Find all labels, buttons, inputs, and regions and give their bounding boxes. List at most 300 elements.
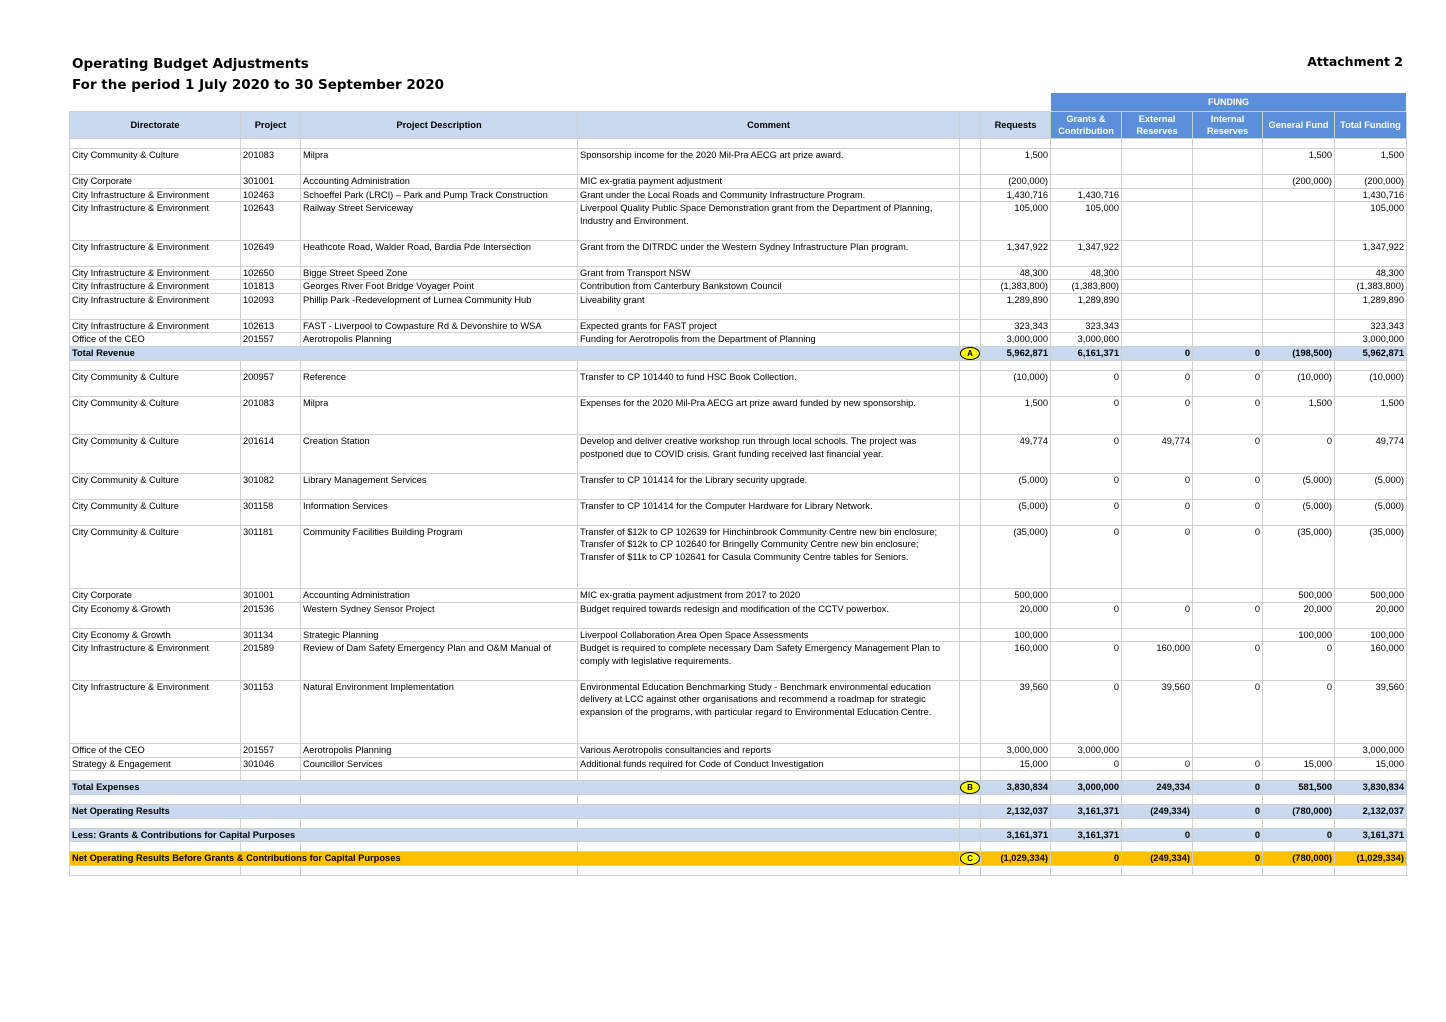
spacer-cell xyxy=(1263,771,1335,781)
spacer-cell xyxy=(981,842,1051,852)
cell-requests: 1,500 xyxy=(981,396,1051,435)
cell-project: 301001 xyxy=(241,175,301,189)
cell-marker xyxy=(960,642,981,681)
cell-directorate: City Infrastructure & Environment xyxy=(70,319,241,333)
spacer-cell xyxy=(70,818,241,828)
col-grants: Grants & Contribution xyxy=(1051,112,1122,139)
cell-grants: 1,289,890 xyxy=(1051,293,1122,319)
cell-grants: 0 xyxy=(1051,602,1122,628)
cell-general-fund xyxy=(1263,744,1335,758)
cell-grants: 0 xyxy=(1051,525,1122,589)
marker-cell xyxy=(960,828,981,842)
cell-general-fund: 100,000 xyxy=(1263,628,1335,642)
spacer-cell xyxy=(1122,139,1193,149)
total-value: 0 xyxy=(1193,828,1263,842)
cell-requests: 1,500 xyxy=(981,149,1051,175)
cell-project: 301134 xyxy=(241,628,301,642)
cell-directorate: City Infrastructure & Environment xyxy=(70,266,241,280)
cell-grants: 0 xyxy=(1051,435,1122,474)
cell-marker xyxy=(960,370,981,396)
table-row xyxy=(70,525,1407,589)
total-value: (249,334) xyxy=(1122,805,1193,819)
total-label: Net Operating Results xyxy=(70,805,960,819)
cell-project: 301158 xyxy=(241,499,301,525)
spacer-cell xyxy=(1122,360,1193,370)
total-value: 2,132,037 xyxy=(981,805,1051,819)
spacer-cell xyxy=(1335,842,1407,852)
cell-internal-reserves: 0 xyxy=(1193,602,1263,628)
cell-marker xyxy=(960,333,981,347)
cell-marker xyxy=(960,396,981,435)
cell-requests: 20,000 xyxy=(981,602,1051,628)
cell-project: 102649 xyxy=(241,240,301,266)
cell-external-reserves xyxy=(1122,628,1193,642)
table-row xyxy=(70,293,1407,319)
cell-grants: 1,347,922 xyxy=(1051,240,1122,266)
total-marker-badge: B xyxy=(960,781,980,794)
cell-grants xyxy=(1051,589,1122,603)
cell-external-reserves: 49,774 xyxy=(1122,435,1193,474)
cell-requests: (1,383,800) xyxy=(981,280,1051,294)
cell-project-description: Heathcote Road, Walder Road, Bardia Pde Intersection xyxy=(301,240,578,266)
cell-external-reserves: 0 xyxy=(1122,525,1193,589)
total-value: 249,334 xyxy=(1122,781,1193,795)
cell-general-fund: 1,500 xyxy=(1263,396,1335,435)
cell-project: 102643 xyxy=(241,202,301,241)
cell-project: 102093 xyxy=(241,293,301,319)
cell-project-description: Milpra xyxy=(301,149,578,175)
cell-general-fund xyxy=(1263,333,1335,347)
less-grants-row xyxy=(70,828,1407,842)
cell-general-fund: (35,000) xyxy=(1263,525,1335,589)
col-external-reserves: External Reserves xyxy=(1122,112,1193,139)
cell-total-funding: 105,000 xyxy=(1335,202,1407,241)
table-row xyxy=(70,642,1407,681)
total-label: Less: Grants & Contributions for Capital Purposes xyxy=(70,828,960,842)
cell-internal-reserves: 0 xyxy=(1193,757,1263,771)
cell-directorate: City Infrastructure & Environment xyxy=(70,642,241,681)
cell-comment: Transfer to CP 101440 to fund HSC Book Collection. xyxy=(578,370,960,396)
spacer-cell xyxy=(241,818,301,828)
cell-external-reserves: 160,000 xyxy=(1122,642,1193,681)
cell-project-description: Review of Dam Safety Emergency Plan and O&M Manual of xyxy=(301,642,578,681)
cell-marker xyxy=(960,628,981,642)
table-row xyxy=(70,319,1407,333)
cell-requests: 160,000 xyxy=(981,642,1051,681)
spacer-cell xyxy=(1335,866,1407,876)
spacer-cell xyxy=(960,866,981,876)
cell-requests: 323,343 xyxy=(981,319,1051,333)
cell-comment: Grant from the DITRDC under the Western Sydney Infrastructure Plan program. xyxy=(578,240,960,266)
spacer-cell xyxy=(70,866,241,876)
cell-internal-reserves xyxy=(1193,149,1263,175)
cell-external-reserves: 0 xyxy=(1122,473,1193,499)
col-internal-reserves: Internal Reserves xyxy=(1193,112,1263,139)
total-value: 0 xyxy=(1193,781,1263,795)
cell-total-funding: 1,500 xyxy=(1335,149,1407,175)
total-value: (1,029,334) xyxy=(981,852,1051,866)
spacer-cell xyxy=(578,842,960,852)
total-value: (780,000) xyxy=(1263,852,1335,866)
cell-directorate: City Community & Culture xyxy=(70,149,241,175)
spacer-cell xyxy=(1051,795,1122,805)
cell-project: 301082 xyxy=(241,473,301,499)
cell-project: 102650 xyxy=(241,266,301,280)
spacer-cell xyxy=(301,139,578,149)
spacer-cell xyxy=(960,771,981,781)
spacer-cell xyxy=(578,771,960,781)
cell-project-description: Aerotropolis Planning xyxy=(301,333,578,347)
cell-comment: Expenses for the 2020 Mil-Pra AECG art prize award funded by new sponsorship. xyxy=(578,396,960,435)
spacer-cell xyxy=(1122,771,1193,781)
spacer-cell xyxy=(70,842,241,852)
cell-project-description: Accounting Administration xyxy=(301,175,578,189)
spacer-cell xyxy=(1051,818,1122,828)
table-row xyxy=(70,473,1407,499)
cell-project: 102613 xyxy=(241,319,301,333)
cell-total-funding: 3,000,000 xyxy=(1335,744,1407,758)
cell-grants xyxy=(1051,175,1122,189)
cell-comment: Sponsorship income for the 2020 Mil-Pra AECG art prize award. xyxy=(578,149,960,175)
attachment-label: Attachment 2 xyxy=(1307,54,1403,69)
col-comment: Comment xyxy=(578,112,960,139)
cell-marker xyxy=(960,602,981,628)
title-line-1: Operating Budget Adjustments xyxy=(72,56,309,72)
spacer-cell xyxy=(1263,866,1335,876)
cell-comment: Transfer to CP 101414 for the Computer Hardware for Library Network. xyxy=(578,499,960,525)
cell-internal-reserves xyxy=(1193,240,1263,266)
cell-project-description: Milpra xyxy=(301,396,578,435)
cell-internal-reserves xyxy=(1193,188,1263,202)
table-row xyxy=(70,266,1407,280)
cell-directorate: City Infrastructure & Environment xyxy=(70,202,241,241)
cell-total-funding: 49,774 xyxy=(1335,435,1407,474)
cell-requests: (5,000) xyxy=(981,473,1051,499)
cell-general-fund: 0 xyxy=(1263,642,1335,681)
cell-external-reserves xyxy=(1122,744,1193,758)
table-row xyxy=(70,396,1407,435)
cell-general-fund: 0 xyxy=(1263,680,1335,744)
spacer-row xyxy=(70,360,1407,370)
total-value: 0 xyxy=(1193,852,1263,866)
table-row xyxy=(70,370,1407,396)
cell-total-funding: (35,000) xyxy=(1335,525,1407,589)
cell-marker xyxy=(960,293,981,319)
cell-directorate: City Community & Culture xyxy=(70,473,241,499)
cell-requests: (5,000) xyxy=(981,499,1051,525)
cell-project-description: Natural Environment Implementation xyxy=(301,680,578,744)
col-total-funding: Total Funding xyxy=(1335,112,1407,139)
cell-project-description: Western Sydney Sensor Project xyxy=(301,602,578,628)
spacer-cell xyxy=(1122,818,1193,828)
cell-grants: 0 xyxy=(1051,396,1122,435)
cell-comment: MIC ex-gratia payment adjustment from 2017 to 2020 xyxy=(578,589,960,603)
cell-general-fund xyxy=(1263,280,1335,294)
cell-project: 301181 xyxy=(241,525,301,589)
spacer-cell xyxy=(1335,795,1407,805)
spacer-cell xyxy=(1193,818,1263,828)
cell-external-reserves xyxy=(1122,319,1193,333)
total-value: 0 xyxy=(1193,805,1263,819)
spacer-cell xyxy=(1193,795,1263,805)
cell-total-funding: 1,347,922 xyxy=(1335,240,1407,266)
title-line-2: For the period 1 July 2020 to 30 September 2020 xyxy=(72,77,444,93)
table-row xyxy=(70,202,1407,241)
spacer-cell xyxy=(241,842,301,852)
cell-general-fund xyxy=(1263,202,1335,241)
cell-total-funding: 100,000 xyxy=(1335,628,1407,642)
cell-general-fund: (5,000) xyxy=(1263,473,1335,499)
spacer-cell xyxy=(1193,866,1263,876)
cell-internal-reserves: 0 xyxy=(1193,525,1263,589)
spacer-cell xyxy=(1122,842,1193,852)
table-body xyxy=(70,139,1407,876)
total-label: Total Revenue xyxy=(70,346,960,360)
total-value: 0 xyxy=(1122,828,1193,842)
cell-project-description: Reference xyxy=(301,370,578,396)
spacer-cell xyxy=(578,139,960,149)
cell-internal-reserves xyxy=(1193,202,1263,241)
spacer-cell xyxy=(1122,866,1193,876)
table-row xyxy=(70,175,1407,189)
budget-table xyxy=(69,111,1407,876)
cell-requests: 1,430,716 xyxy=(981,188,1051,202)
cell-marker xyxy=(960,525,981,589)
total-value: 3,830,834 xyxy=(1335,781,1407,795)
cell-comment: Various Aerotropolis consultancies and reports xyxy=(578,744,960,758)
spacer-cell xyxy=(1051,771,1122,781)
cell-grants: 48,300 xyxy=(1051,266,1122,280)
cell-directorate: City Community & Culture xyxy=(70,370,241,396)
net-before-row xyxy=(70,852,1407,866)
spacer-cell xyxy=(301,795,578,805)
col-requests: Requests xyxy=(981,112,1051,139)
cell-requests: 500,000 xyxy=(981,589,1051,603)
spacer-cell xyxy=(1051,139,1122,149)
table-row xyxy=(70,744,1407,758)
cell-marker xyxy=(960,499,981,525)
cell-project: 301001 xyxy=(241,589,301,603)
cell-external-reserves xyxy=(1122,175,1193,189)
spacer-cell xyxy=(1193,360,1263,370)
cell-external-reserves xyxy=(1122,293,1193,319)
cell-directorate: City Community & Culture xyxy=(70,435,241,474)
table-row xyxy=(70,589,1407,603)
cell-total-funding: 48,300 xyxy=(1335,266,1407,280)
cell-requests: 105,000 xyxy=(981,202,1051,241)
cell-external-reserves: 0 xyxy=(1122,602,1193,628)
cell-general-fund xyxy=(1263,188,1335,202)
spacer-cell xyxy=(1193,139,1263,149)
cell-internal-reserves: 0 xyxy=(1193,680,1263,744)
cell-project: 201557 xyxy=(241,744,301,758)
cell-requests: 3,000,000 xyxy=(981,333,1051,347)
marker-cell xyxy=(960,852,981,866)
spacer-row xyxy=(70,795,1407,805)
cell-grants: 323,343 xyxy=(1051,319,1122,333)
cell-comment: Transfer to CP 101414 for the Library security upgrade. xyxy=(578,473,960,499)
cell-internal-reserves: 0 xyxy=(1193,396,1263,435)
spacer-cell xyxy=(1335,818,1407,828)
cell-internal-reserves: 0 xyxy=(1193,642,1263,681)
cell-general-fund: 1,500 xyxy=(1263,149,1335,175)
cell-directorate: City Community & Culture xyxy=(70,396,241,435)
spacer-cell xyxy=(981,818,1051,828)
cell-comment: Additional funds required for Code of Conduct Investigation xyxy=(578,757,960,771)
cell-requests: (10,000) xyxy=(981,370,1051,396)
spacer-row xyxy=(70,818,1407,828)
spacer-cell xyxy=(1193,771,1263,781)
spacer-cell xyxy=(981,771,1051,781)
cell-project-description: Community Facilities Building Program xyxy=(301,525,578,589)
cell-directorate: City Community & Culture xyxy=(70,499,241,525)
total-value: 3,161,371 xyxy=(1335,828,1407,842)
cell-marker xyxy=(960,188,981,202)
total-value: 3,161,371 xyxy=(1051,828,1122,842)
spacer-cell xyxy=(960,795,981,805)
spacer-cell xyxy=(1335,771,1407,781)
cell-project-description: Georges River Foot Bridge Voyager Point xyxy=(301,280,578,294)
spacer-row xyxy=(70,866,1407,876)
cell-total-funding: (10,000) xyxy=(1335,370,1407,396)
spacer-cell xyxy=(241,360,301,370)
cell-comment: Liveability grant xyxy=(578,293,960,319)
cell-external-reserves xyxy=(1122,240,1193,266)
marker-cell xyxy=(960,805,981,819)
cell-directorate: City Economy & Growth xyxy=(70,628,241,642)
cell-comment: Expected grants for FAST project xyxy=(578,319,960,333)
cell-project: 201614 xyxy=(241,435,301,474)
report-title xyxy=(72,54,444,96)
cell-grants: 0 xyxy=(1051,642,1122,681)
col-directorate: Directorate xyxy=(70,112,241,139)
cell-project: 200957 xyxy=(241,370,301,396)
cell-directorate: City Corporate xyxy=(70,175,241,189)
cell-comment: Grant under the Local Roads and Community Infrastructure Program. xyxy=(578,188,960,202)
spacer-cell xyxy=(981,360,1051,370)
marker-cell xyxy=(960,346,981,360)
cell-project: 102463 xyxy=(241,188,301,202)
col-project-description: Project Description xyxy=(301,112,578,139)
cell-requests: 1,289,890 xyxy=(981,293,1051,319)
total-value: 6,161,371 xyxy=(1051,346,1122,360)
spacer-row xyxy=(70,139,1407,149)
spacer-cell xyxy=(1263,842,1335,852)
spacer-cell xyxy=(70,360,241,370)
net-operating-row xyxy=(70,805,1407,819)
cell-directorate: City Infrastructure & Environment xyxy=(70,680,241,744)
cell-directorate: Office of the CEO xyxy=(70,333,241,347)
total-marker-badge: A xyxy=(960,347,980,360)
cell-internal-reserves xyxy=(1193,293,1263,319)
cell-internal-reserves xyxy=(1193,319,1263,333)
cell-grants: 3,000,000 xyxy=(1051,744,1122,758)
cell-internal-reserves: 0 xyxy=(1193,473,1263,499)
total-value: 5,962,871 xyxy=(981,346,1051,360)
cell-general-fund: (10,000) xyxy=(1263,370,1335,396)
cell-internal-reserves xyxy=(1193,333,1263,347)
cell-comment: Grant from Transport NSW xyxy=(578,266,960,280)
table-row xyxy=(70,628,1407,642)
cell-total-funding: (5,000) xyxy=(1335,473,1407,499)
total-value: 3,161,371 xyxy=(1051,805,1122,819)
cell-marker xyxy=(960,240,981,266)
spacer-cell xyxy=(241,139,301,149)
cell-general-fund xyxy=(1263,293,1335,319)
cell-marker xyxy=(960,744,981,758)
spacer-cell xyxy=(241,771,301,781)
cell-external-reserves: 0 xyxy=(1122,396,1193,435)
cell-general-fund: 20,000 xyxy=(1263,602,1335,628)
cell-grants: 3,000,000 xyxy=(1051,333,1122,347)
spacer-cell xyxy=(1335,360,1407,370)
cell-general-fund xyxy=(1263,240,1335,266)
spacer-cell xyxy=(578,818,960,828)
total-value: 0 xyxy=(1122,346,1193,360)
cell-general-fund: (200,000) xyxy=(1263,175,1335,189)
cell-marker xyxy=(960,757,981,771)
cell-project-description: Strategic Planning xyxy=(301,628,578,642)
total-value: (780,000) xyxy=(1263,805,1335,819)
cell-directorate: City Infrastructure & Environment xyxy=(70,188,241,202)
cell-grants: 0 xyxy=(1051,370,1122,396)
cell-project-description: Information Services xyxy=(301,499,578,525)
cell-comment: Environmental Education Benchmarking Study - Benchmark environmental education delivery at LCC against other organisations and recommend a roadmap for strategic expansion of the programs, with particular regard to Environmental Education Centre. xyxy=(578,680,960,744)
spacer-cell xyxy=(1193,842,1263,852)
cell-general-fund: 0 xyxy=(1263,435,1335,474)
cell-grants xyxy=(1051,149,1122,175)
table-row xyxy=(70,757,1407,771)
cell-project-description: Bigge Street Speed Zone xyxy=(301,266,578,280)
cell-project: 301153 xyxy=(241,680,301,744)
cell-marker xyxy=(960,435,981,474)
spacer-cell xyxy=(1335,139,1407,149)
marker-cell xyxy=(960,781,981,795)
spacer-cell xyxy=(1051,866,1122,876)
cell-grants: 105,000 xyxy=(1051,202,1122,241)
cell-directorate: Office of the CEO xyxy=(70,744,241,758)
cell-external-reserves: 0 xyxy=(1122,499,1193,525)
cell-requests: 3,000,000 xyxy=(981,744,1051,758)
cell-grants: (1,383,800) xyxy=(1051,280,1122,294)
total-marker-badge: C xyxy=(960,852,980,865)
cell-external-reserves xyxy=(1122,266,1193,280)
spacer-cell xyxy=(981,139,1051,149)
spacer-cell xyxy=(578,866,960,876)
spacer-cell xyxy=(1263,795,1335,805)
spacer-cell xyxy=(301,866,578,876)
cell-internal-reserves xyxy=(1193,628,1263,642)
cell-requests: 49,774 xyxy=(981,435,1051,474)
col-project: Project xyxy=(241,112,301,139)
cell-project-description: Creation Station xyxy=(301,435,578,474)
table-row xyxy=(70,240,1407,266)
total-value: 581,500 xyxy=(1263,781,1335,795)
cell-external-reserves xyxy=(1122,149,1193,175)
cell-project-description: Railway Street Serviceway xyxy=(301,202,578,241)
cell-project: 101813 xyxy=(241,280,301,294)
table-row xyxy=(70,149,1407,175)
cell-external-reserves xyxy=(1122,280,1193,294)
cell-project-description: Schoeffel Park (LRCI) – Park and Pump Track Construction xyxy=(301,188,578,202)
cell-internal-reserves xyxy=(1193,175,1263,189)
cell-grants: 0 xyxy=(1051,757,1122,771)
cell-comment: Develop and deliver creative workshop run through local schools. The project was postponed due to COVID crisis. Grant funding received last financial year. xyxy=(578,435,960,474)
col-general-fund: General Fund xyxy=(1263,112,1335,139)
spacer-row xyxy=(70,771,1407,781)
cell-marker xyxy=(960,175,981,189)
cell-marker xyxy=(960,319,981,333)
